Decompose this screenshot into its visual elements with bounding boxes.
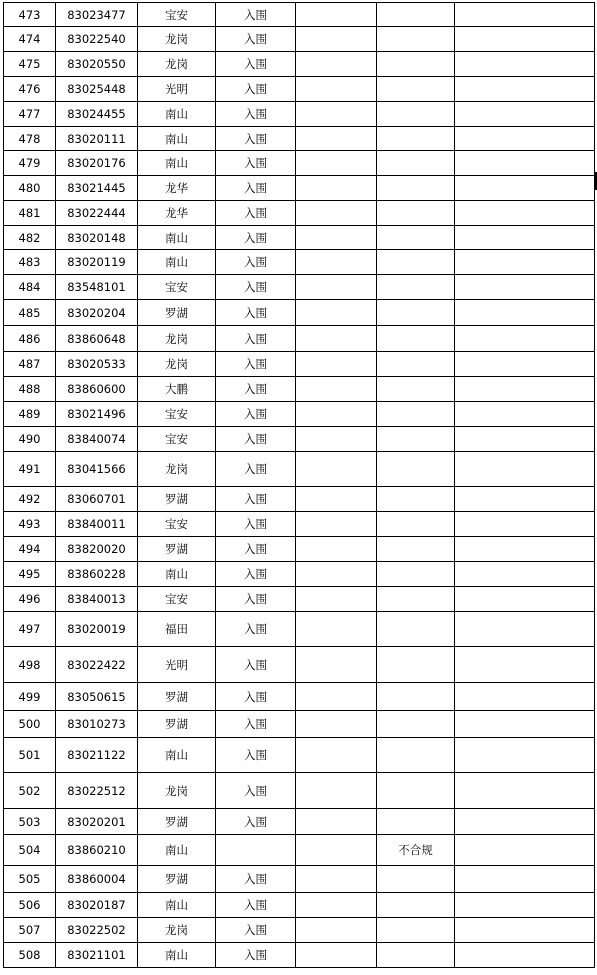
row-status: 入围	[216, 537, 296, 562]
row-note	[377, 587, 455, 612]
row-note	[377, 427, 455, 452]
row-extra	[455, 226, 595, 250]
row-number: 481	[4, 201, 56, 226]
row-extra	[455, 612, 595, 647]
row-empty-cell	[296, 102, 377, 127]
row-extra	[455, 3, 595, 27]
row-code: 83022444	[56, 201, 138, 226]
row-note	[377, 711, 455, 738]
row-number: 474	[4, 27, 56, 52]
row-empty-cell	[296, 77, 377, 102]
row-number: 501	[4, 738, 56, 773]
row-empty-cell	[296, 587, 377, 612]
table-row	[4, 377, 595, 402]
row-district: 宝安	[138, 402, 216, 427]
row-district: 光明	[138, 77, 216, 102]
row-note	[377, 893, 455, 918]
row-empty-cell	[296, 835, 377, 866]
row-empty-cell	[296, 918, 377, 943]
table-row	[4, 77, 595, 102]
table-row	[4, 537, 595, 562]
table-row	[4, 201, 595, 226]
row-note	[377, 300, 455, 326]
row-status: 入围	[216, 562, 296, 587]
row-extra	[455, 562, 595, 587]
row-note	[377, 683, 455, 711]
row-status: 入围	[216, 102, 296, 127]
row-extra	[455, 537, 595, 562]
table-row	[4, 452, 595, 487]
row-district: 罗湖	[138, 300, 216, 326]
row-note	[377, 809, 455, 835]
row-code: 83060701	[56, 487, 138, 512]
row-code: 83820020	[56, 537, 138, 562]
row-number: 473	[4, 3, 56, 27]
row-code: 83020019	[56, 612, 138, 647]
table-row	[4, 352, 595, 377]
row-extra	[455, 151, 595, 176]
row-empty-cell	[296, 562, 377, 587]
row-extra	[455, 300, 595, 326]
row-note	[377, 943, 455, 968]
row-extra	[455, 352, 595, 377]
row-note: 不合规	[377, 835, 455, 866]
row-number: 477	[4, 102, 56, 127]
row-extra	[455, 809, 595, 835]
row-code: 83021122	[56, 738, 138, 773]
row-number: 496	[4, 587, 56, 612]
table-row	[4, 300, 595, 326]
table-row	[4, 151, 595, 176]
row-number: 488	[4, 377, 56, 402]
row-extra	[455, 402, 595, 427]
row-status: 入围	[216, 3, 296, 27]
row-district: 宝安	[138, 512, 216, 537]
row-note	[377, 52, 455, 77]
table-row	[4, 3, 595, 27]
row-number: 486	[4, 326, 56, 352]
row-extra	[455, 176, 595, 201]
row-number: 476	[4, 77, 56, 102]
row-note	[377, 3, 455, 27]
row-code: 83010273	[56, 711, 138, 738]
row-status: 入围	[216, 352, 296, 377]
row-code: 83020176	[56, 151, 138, 176]
row-number: 498	[4, 647, 56, 683]
row-note	[377, 562, 455, 587]
row-note	[377, 102, 455, 127]
row-number: 492	[4, 487, 56, 512]
table-row	[4, 587, 595, 612]
row-empty-cell	[296, 612, 377, 647]
row-empty-cell	[296, 537, 377, 562]
row-note	[377, 647, 455, 683]
row-note	[377, 537, 455, 562]
table-row	[4, 402, 595, 427]
row-code: 83022512	[56, 773, 138, 809]
row-number: 490	[4, 427, 56, 452]
row-extra	[455, 711, 595, 738]
row-empty-cell	[296, 176, 377, 201]
row-district: 龙岗	[138, 918, 216, 943]
row-district: 龙岗	[138, 452, 216, 487]
row-code: 83021496	[56, 402, 138, 427]
row-empty-cell	[296, 352, 377, 377]
row-code: 83024455	[56, 102, 138, 127]
row-empty-cell	[296, 201, 377, 226]
row-code: 83548101	[56, 275, 138, 300]
row-status: 入围	[216, 52, 296, 77]
table-row	[4, 52, 595, 77]
row-empty-cell	[296, 683, 377, 711]
row-code: 83020204	[56, 300, 138, 326]
row-status: 入围	[216, 711, 296, 738]
row-code: 83020187	[56, 893, 138, 918]
row-district: 宝安	[138, 3, 216, 27]
row-note	[377, 77, 455, 102]
row-extra	[455, 326, 595, 352]
row-extra	[455, 866, 595, 893]
row-status: 入围	[216, 683, 296, 711]
row-extra	[455, 773, 595, 809]
row-number: 482	[4, 226, 56, 250]
row-number: 506	[4, 893, 56, 918]
row-code: 83020201	[56, 809, 138, 835]
row-district: 宝安	[138, 587, 216, 612]
row-number: 495	[4, 562, 56, 587]
row-status: 入围	[216, 127, 296, 151]
table-row	[4, 835, 595, 866]
row-district: 大鹏	[138, 377, 216, 402]
row-status: 入围	[216, 893, 296, 918]
table-row	[4, 866, 595, 893]
row-code: 83022540	[56, 27, 138, 52]
row-note	[377, 226, 455, 250]
row-empty-cell	[296, 250, 377, 275]
table-row	[4, 918, 595, 943]
row-empty-cell	[296, 893, 377, 918]
row-empty-cell	[296, 377, 377, 402]
row-extra	[455, 27, 595, 52]
table-row	[4, 738, 595, 773]
row-district: 南山	[138, 151, 216, 176]
row-number: 484	[4, 275, 56, 300]
table-row	[4, 127, 595, 151]
row-extra	[455, 377, 595, 402]
row-number: 502	[4, 773, 56, 809]
row-empty-cell	[296, 27, 377, 52]
row-district: 龙岗	[138, 326, 216, 352]
table-row	[4, 250, 595, 275]
row-status: 入围	[216, 773, 296, 809]
row-district: 宝安	[138, 427, 216, 452]
row-district: 龙岗	[138, 52, 216, 77]
row-code: 83050615	[56, 683, 138, 711]
row-code: 83840011	[56, 512, 138, 537]
row-status	[216, 835, 296, 866]
row-district: 南山	[138, 893, 216, 918]
table-row	[4, 773, 595, 809]
row-status: 入围	[216, 250, 296, 275]
table-row	[4, 27, 595, 52]
row-note	[377, 402, 455, 427]
row-extra	[455, 452, 595, 487]
row-extra	[455, 738, 595, 773]
row-number: 493	[4, 512, 56, 537]
row-note	[377, 352, 455, 377]
row-district: 龙华	[138, 176, 216, 201]
row-empty-cell	[296, 3, 377, 27]
row-extra	[455, 647, 595, 683]
row-extra	[455, 587, 595, 612]
row-status: 入围	[216, 647, 296, 683]
row-district: 罗湖	[138, 809, 216, 835]
row-number: 487	[4, 352, 56, 377]
table-row	[4, 647, 595, 683]
table-row	[4, 226, 595, 250]
row-district: 南山	[138, 127, 216, 151]
row-code: 83840013	[56, 587, 138, 612]
row-number: 505	[4, 866, 56, 893]
row-number: 479	[4, 151, 56, 176]
row-empty-cell	[296, 809, 377, 835]
row-district: 罗湖	[138, 711, 216, 738]
row-extra	[455, 893, 595, 918]
row-district: 南山	[138, 738, 216, 773]
row-number: 483	[4, 250, 56, 275]
row-district: 南山	[138, 835, 216, 866]
row-number: 497	[4, 612, 56, 647]
table-row	[4, 427, 595, 452]
row-note	[377, 201, 455, 226]
row-empty-cell	[296, 326, 377, 352]
row-code: 83023477	[56, 3, 138, 27]
row-extra	[455, 201, 595, 226]
row-number: 499	[4, 683, 56, 711]
row-extra	[455, 427, 595, 452]
row-note	[377, 452, 455, 487]
row-status: 入围	[216, 587, 296, 612]
row-extra	[455, 52, 595, 77]
row-status: 入围	[216, 77, 296, 102]
row-extra	[455, 835, 595, 866]
row-empty-cell	[296, 226, 377, 250]
row-note	[377, 326, 455, 352]
row-extra	[455, 102, 595, 127]
row-extra	[455, 918, 595, 943]
row-status: 入围	[216, 918, 296, 943]
row-empty-cell	[296, 711, 377, 738]
row-code: 83041566	[56, 452, 138, 487]
row-code: 83025448	[56, 77, 138, 102]
row-status: 入围	[216, 738, 296, 773]
row-code: 83022502	[56, 918, 138, 943]
row-note	[377, 151, 455, 176]
table-body	[4, 3, 595, 968]
row-district: 罗湖	[138, 537, 216, 562]
row-code: 83860600	[56, 377, 138, 402]
row-status: 入围	[216, 27, 296, 52]
row-status: 入围	[216, 226, 296, 250]
row-empty-cell	[296, 487, 377, 512]
row-note	[377, 127, 455, 151]
table-row	[4, 512, 595, 537]
table-row	[4, 326, 595, 352]
row-extra	[455, 487, 595, 512]
row-empty-cell	[296, 300, 377, 326]
row-status: 入围	[216, 487, 296, 512]
row-status: 入围	[216, 402, 296, 427]
row-number: 507	[4, 918, 56, 943]
row-number: 485	[4, 300, 56, 326]
row-status: 入围	[216, 866, 296, 893]
row-district: 南山	[138, 562, 216, 587]
row-status: 入围	[216, 512, 296, 537]
row-status: 入围	[216, 809, 296, 835]
row-note	[377, 738, 455, 773]
row-note	[377, 612, 455, 647]
row-number: 500	[4, 711, 56, 738]
table-row	[4, 275, 595, 300]
row-extra	[455, 77, 595, 102]
row-district: 南山	[138, 943, 216, 968]
row-status: 入围	[216, 176, 296, 201]
row-district: 宝安	[138, 275, 216, 300]
table-row	[4, 683, 595, 711]
row-code: 83020148	[56, 226, 138, 250]
row-code: 83020533	[56, 352, 138, 377]
row-status: 入围	[216, 612, 296, 647]
row-status: 入围	[216, 151, 296, 176]
row-number: 491	[4, 452, 56, 487]
row-note	[377, 773, 455, 809]
row-note	[377, 250, 455, 275]
row-number: 480	[4, 176, 56, 201]
row-status: 入围	[216, 427, 296, 452]
row-empty-cell	[296, 738, 377, 773]
row-code: 83860210	[56, 835, 138, 866]
row-code: 83022422	[56, 647, 138, 683]
row-district: 龙岗	[138, 773, 216, 809]
row-number: 475	[4, 52, 56, 77]
results-table	[3, 2, 595, 968]
row-status: 入围	[216, 275, 296, 300]
row-extra	[455, 683, 595, 711]
row-status: 入围	[216, 452, 296, 487]
row-code: 83020550	[56, 52, 138, 77]
row-code: 83860648	[56, 326, 138, 352]
row-empty-cell	[296, 52, 377, 77]
row-note	[377, 866, 455, 893]
row-district: 罗湖	[138, 487, 216, 512]
table-row	[4, 893, 595, 918]
row-note	[377, 377, 455, 402]
row-district: 龙岗	[138, 27, 216, 52]
row-empty-cell	[296, 647, 377, 683]
row-empty-cell	[296, 773, 377, 809]
row-district: 龙华	[138, 201, 216, 226]
row-district: 南山	[138, 226, 216, 250]
row-code: 83020111	[56, 127, 138, 151]
table-row	[4, 176, 595, 201]
row-district: 福田	[138, 612, 216, 647]
row-extra	[455, 250, 595, 275]
row-status: 入围	[216, 201, 296, 226]
row-code: 83860004	[56, 866, 138, 893]
row-code: 83021445	[56, 176, 138, 201]
row-empty-cell	[296, 127, 377, 151]
row-empty-cell	[296, 512, 377, 537]
row-extra	[455, 275, 595, 300]
table-row	[4, 711, 595, 738]
row-code: 83020119	[56, 250, 138, 275]
row-number: 489	[4, 402, 56, 427]
table-row	[4, 809, 595, 835]
row-empty-cell	[296, 427, 377, 452]
row-extra	[455, 512, 595, 537]
row-status: 入围	[216, 377, 296, 402]
row-code: 83840074	[56, 427, 138, 452]
row-number: 504	[4, 835, 56, 866]
row-status: 入围	[216, 326, 296, 352]
row-empty-cell	[296, 452, 377, 487]
row-empty-cell	[296, 866, 377, 893]
table-row	[4, 562, 595, 587]
row-code: 83860228	[56, 562, 138, 587]
row-status: 入围	[216, 943, 296, 968]
row-number: 503	[4, 809, 56, 835]
row-district: 龙岗	[138, 352, 216, 377]
row-note	[377, 176, 455, 201]
row-status: 入围	[216, 300, 296, 326]
row-code: 83021101	[56, 943, 138, 968]
row-district: 光明	[138, 647, 216, 683]
row-district: 南山	[138, 102, 216, 127]
row-note	[377, 27, 455, 52]
table-row	[4, 612, 595, 647]
table-row	[4, 487, 595, 512]
row-district: 南山	[138, 250, 216, 275]
table-row	[4, 102, 595, 127]
row-empty-cell	[296, 275, 377, 300]
row-empty-cell	[296, 402, 377, 427]
row-number: 508	[4, 943, 56, 968]
row-note	[377, 918, 455, 943]
row-district: 罗湖	[138, 683, 216, 711]
row-note	[377, 275, 455, 300]
row-note	[377, 512, 455, 537]
row-district: 罗湖	[138, 866, 216, 893]
row-note	[377, 487, 455, 512]
row-number: 494	[4, 537, 56, 562]
row-empty-cell	[296, 151, 377, 176]
row-number: 478	[4, 127, 56, 151]
row-extra	[455, 127, 595, 151]
row-empty-cell	[296, 943, 377, 968]
table-row	[4, 943, 595, 968]
row-extra	[455, 943, 595, 968]
